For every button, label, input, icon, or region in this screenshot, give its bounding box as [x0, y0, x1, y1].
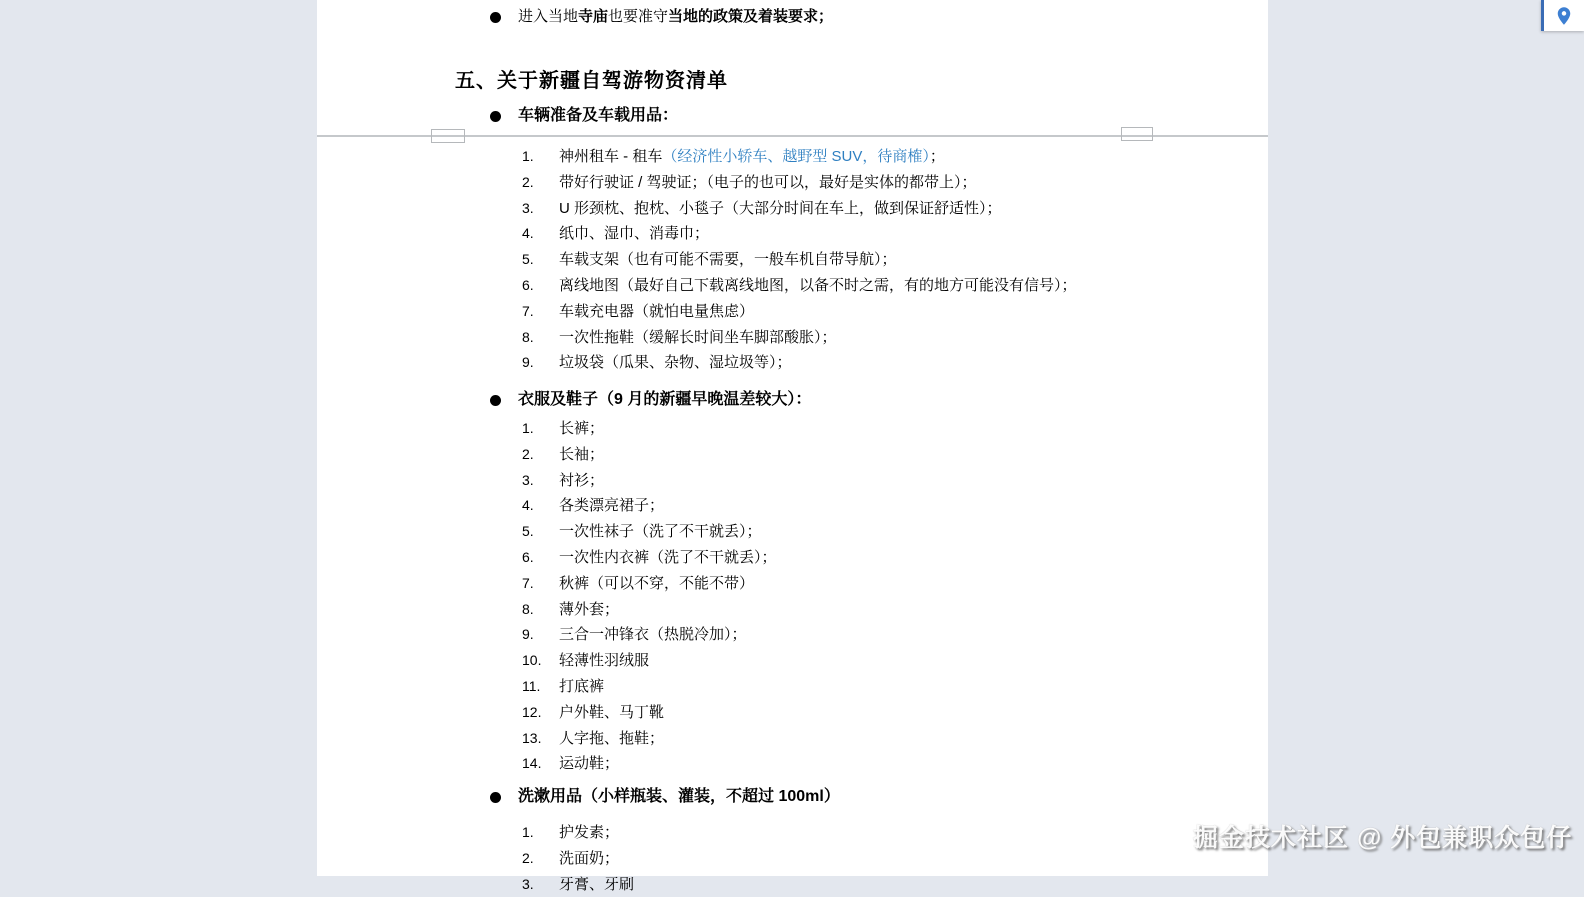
text-segment: 运动鞋； — [559, 755, 620, 773]
list-item-text — [559, 873, 634, 897]
text-segment: 薄外套； — [559, 600, 620, 618]
list-item-number: 8. — [522, 328, 534, 345]
list-item-number: 3. — [522, 199, 534, 216]
document-heading: 五、关于新疆自驾游物资清单 — [455, 70, 728, 92]
list-item-text — [559, 752, 619, 777]
list-item — [317, 273, 1268, 299]
text-segment: 带好行驶证 / 驾驶证；（电子的也可以，最好是实体的都带上）； — [559, 173, 977, 191]
list-item-text — [559, 469, 604, 494]
list-item-text — [559, 649, 649, 674]
text-segment: 洗面奶； — [559, 849, 620, 867]
list-item-number: 2. — [522, 849, 534, 866]
intro-bullet-item — [317, 7, 1268, 27]
list-item-text — [559, 598, 619, 623]
list-item — [317, 416, 1268, 442]
section-title: 洗漱用品（小样瓶装、灌装，不超过 100ml） — [518, 788, 840, 805]
text-segment: 也要准守 — [608, 8, 669, 25]
text-segment: 秋裤（可以不穿，不能不带） — [559, 574, 755, 592]
text-segment: 车载充电器（就怕电量焦虑） — [559, 302, 755, 320]
list-item-text — [559, 546, 777, 571]
list-item-number: 3. — [522, 875, 534, 892]
list-item-text — [559, 351, 792, 376]
text-segment: 一次性袜子（洗了不干就丢）； — [559, 523, 762, 541]
text-segment: （经济性小轿车、越野型 SUV，待商榷） — [662, 148, 930, 165]
list-item — [317, 597, 1268, 623]
bullet-icon — [490, 111, 501, 122]
list-item — [317, 519, 1268, 545]
text-segment: 垃圾袋（瓜果、杂物、湿垃圾等）； — [559, 354, 792, 372]
text-boundary-marker-left — [431, 129, 465, 143]
list-item-number: 2. — [522, 445, 534, 462]
list-item-number: 7. — [522, 302, 534, 319]
list-item-text — [559, 572, 754, 597]
list-item-number: 7. — [522, 574, 534, 591]
list-item — [317, 820, 1268, 846]
text-segment: 衬衫； — [559, 471, 605, 489]
list-item-number: 5. — [522, 523, 534, 540]
text-segment: 三合一冲锋衣（热脱冷加）； — [559, 626, 747, 644]
list-item — [317, 545, 1268, 571]
list-item — [317, 648, 1268, 674]
text-segment: 进入当地 — [518, 8, 579, 25]
list-item — [317, 325, 1268, 351]
section-header — [317, 106, 1268, 126]
text-segment: 各类漂亮裙子； — [559, 497, 665, 515]
text-segment: 纸巾、湿巾、消毒巾； — [559, 225, 710, 243]
text-segment: 车载支架（也有可能不需要，一般车机自带导航）； — [559, 251, 897, 269]
list-item — [317, 493, 1268, 519]
list-item-text — [559, 847, 619, 872]
text-segment: 人字拖、拖鞋； — [559, 729, 665, 747]
list-item — [317, 622, 1268, 648]
list-item-number: 9. — [522, 354, 534, 371]
list-item-number: 13. — [522, 729, 542, 746]
text-segment: U 形颈枕、抱枕、小毯子（大部分时间在车上，做到保证舒适性）； — [559, 199, 1002, 217]
list-item — [317, 846, 1268, 872]
list-item-text — [559, 417, 604, 442]
list-item-text — [559, 623, 747, 648]
list-item — [317, 350, 1268, 376]
list-item — [317, 700, 1268, 726]
list-item — [317, 196, 1268, 222]
list-item — [317, 872, 1268, 897]
list-item-number: 3. — [522, 471, 534, 488]
text-boundary-marker-right — [1121, 127, 1153, 141]
text-segment: 寺庙 — [578, 8, 609, 25]
text-segment: ； — [929, 148, 945, 165]
watermark: 掘金技术社区 @ 外包兼职众包仔 — [1193, 824, 1573, 852]
list-item-number: 1. — [522, 824, 534, 840]
list-item-number: 12. — [522, 703, 542, 720]
list-item — [317, 468, 1268, 494]
list-item-text — [559, 701, 664, 726]
text-segment: 神州租车 - 租车 — [559, 148, 663, 165]
list-item — [317, 221, 1268, 247]
bullet-icon — [490, 12, 501, 23]
section-title: 车辆准备及车载用品： — [518, 107, 679, 124]
section-title: 衣服及鞋子（9 月的新疆早晚温差较大）： — [518, 391, 812, 408]
list-item-number: 2. — [522, 173, 534, 190]
section-item-list — [317, 416, 1268, 777]
list-item-text — [559, 443, 604, 468]
list-item-text — [559, 675, 604, 700]
list-item-text — [559, 171, 977, 196]
list-item — [317, 170, 1268, 196]
text-segment: 户外鞋、马丁靴 — [559, 703, 665, 721]
text-segment: 长裤； — [559, 420, 605, 437]
list-item — [317, 674, 1268, 700]
text-segment: 轻薄性羽绒服 — [559, 652, 650, 670]
bullet-icon — [490, 792, 501, 803]
list-item-number: 9. — [522, 626, 534, 643]
list-item-text — [559, 821, 619, 846]
list-item-text — [559, 727, 664, 752]
list-item-text — [559, 197, 1002, 222]
list-item — [317, 571, 1268, 597]
text-segment: 打底裤 — [559, 677, 605, 695]
list-item — [317, 144, 1268, 170]
section-header — [317, 390, 1268, 410]
section-item-list — [317, 820, 1268, 897]
list-item-number: 10. — [522, 652, 542, 669]
list-item-number: 11. — [522, 677, 541, 694]
list-item-number: 6. — [522, 548, 534, 565]
list-item — [317, 751, 1268, 777]
text-segment: 长袖； — [559, 445, 605, 463]
text-segment: 一次性拖鞋（缓解长时间坐车脚部酸胀）； — [559, 328, 837, 346]
list-item-text — [559, 520, 762, 545]
list-item-text — [559, 248, 897, 273]
list-item-text — [559, 494, 664, 519]
list-item-number: 4. — [522, 225, 534, 242]
list-item-text — [559, 274, 1077, 299]
list-item-text — [559, 326, 837, 351]
list-item-number: 14. — [522, 755, 542, 772]
list-item — [317, 299, 1268, 325]
list-item-number: 5. — [522, 251, 534, 268]
document-page[interactable] — [317, 0, 1268, 893]
list-item — [317, 247, 1268, 273]
section-header — [317, 787, 1268, 807]
text-segment: 牙膏、牙刷 — [559, 875, 635, 893]
text-segment: 离线地图（最好自己下载离线地图，以备不时之需，有的地方可能没有信号）； — [559, 276, 1077, 294]
list-item-text — [559, 145, 945, 170]
list-item-number: 1. — [522, 148, 534, 164]
list-item-text — [559, 222, 709, 247]
intro-text — [518, 7, 833, 27]
section-item-list — [317, 144, 1268, 376]
text-segment: 护发素； — [559, 824, 620, 841]
location-pin-button[interactable] — [1541, 0, 1584, 31]
list-item-text — [559, 300, 754, 325]
text-segment: 当地的政策及着装要求； — [668, 8, 834, 25]
list-item-number: 6. — [522, 276, 534, 293]
text-segment: 一次性内衣裤（洗了不干就丢）； — [559, 548, 777, 566]
location-pin-icon — [1554, 6, 1574, 26]
list-item — [317, 442, 1268, 468]
list-item-number: 1. — [522, 420, 534, 436]
list-item-number: 8. — [522, 600, 534, 617]
list-item-number: 4. — [522, 497, 534, 514]
bullet-icon — [490, 395, 501, 406]
list-item — [317, 726, 1268, 752]
